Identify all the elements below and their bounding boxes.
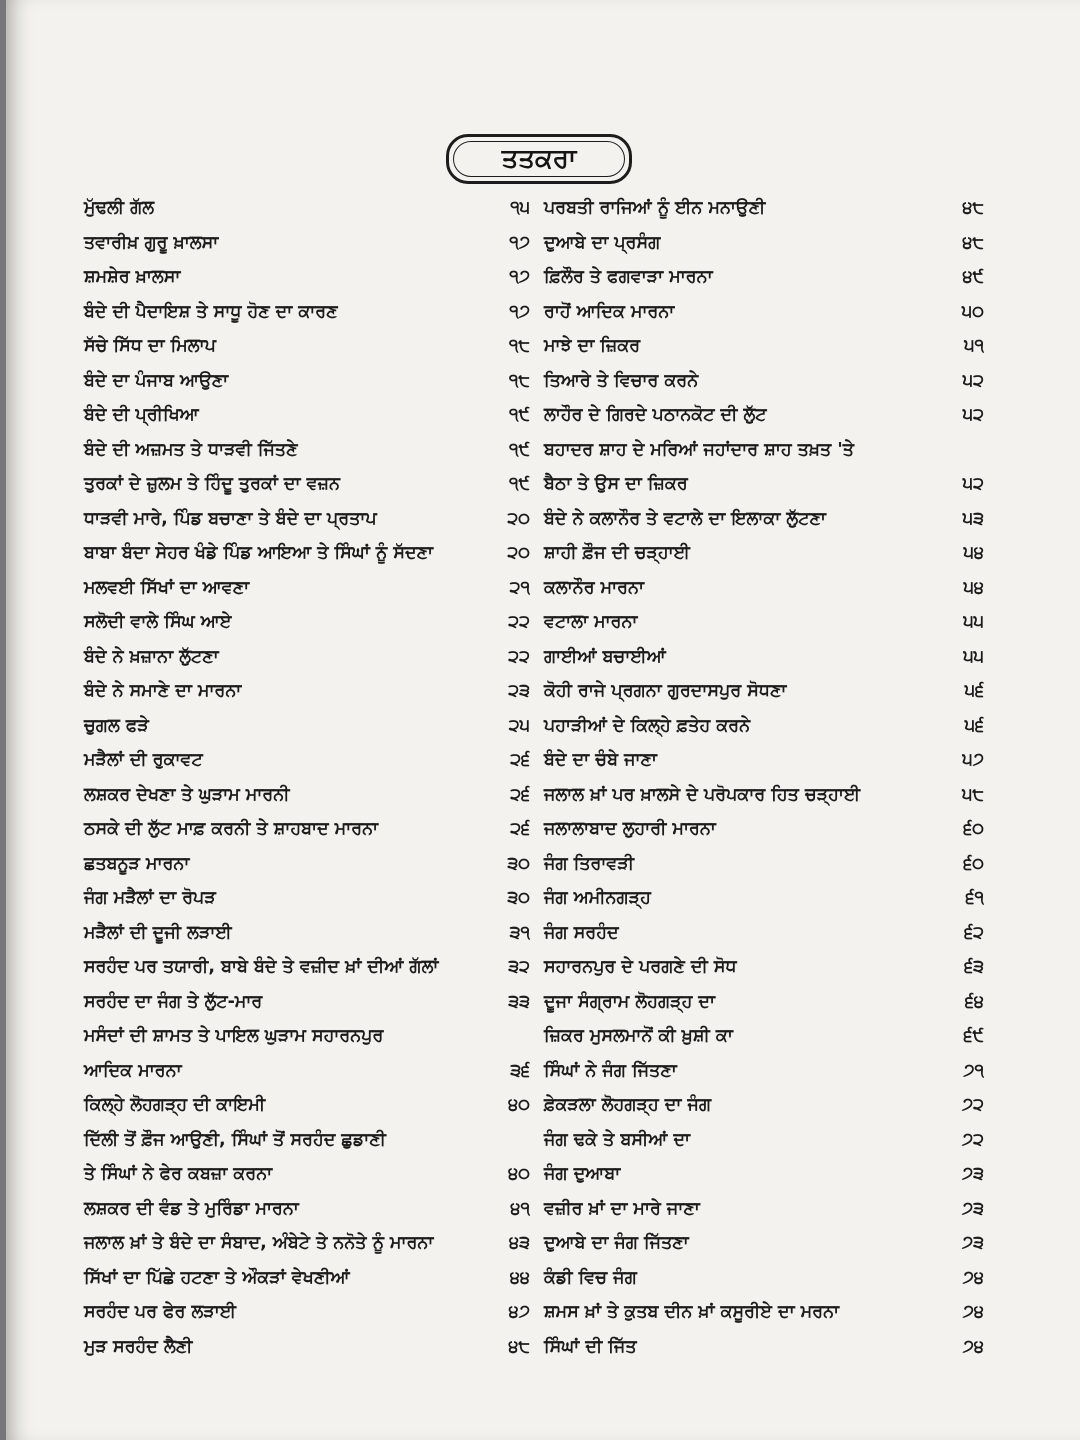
toc-entry [544,779,984,814]
toc-entry-title: ਲਸ਼ਕਰ ਦੀ ਵੰਡ ਤੇ ਮੁਰਿੰਡਾ ਮਾਰਨਾ [84,1198,299,1219]
toc-entry [84,1089,530,1124]
toc-entry [84,813,530,848]
toc-entry-page: ੭੩ [961,1233,984,1253]
toc-entry-page: ੭੩ [961,1164,984,1184]
toc-entry-title: ਤਵਾਰੀਖ਼ ਗੁਰੂ ਖ਼ਾਲਸਾ [84,232,219,253]
toc-entry [84,1158,530,1193]
toc-entry [544,261,984,296]
book-page [6,0,1080,1440]
toc-entry-title: ਬਹਾਦਰ ਸ਼ਾਹ ਦੇ ਮਰਿਆਂ ਜਹਾਂਦਾਰ ਸ਼ਾਹ ਤਖ਼ਤ 'ਤੇ [544,439,854,460]
toc-entry-title: ਸ਼ਾਹੀ ਫ਼ੌਜ ਦੀ ਚੜ੍ਹਾਈ [544,543,690,563]
toc-entry-page: ੪੪ [509,1267,530,1288]
toc-entry-title: ਜਲਾਲਾਬਾਦ ਲੁਹਾਰੀ ਮਾਰਨਾ [544,819,716,839]
toc-entry-page: ੬੦ [963,853,984,874]
toc-left-column [84,192,530,1365]
toc-entry-title: ਬੰਦੇ ਦਾ ਚੰਬੇ ਜਾਣਾ [544,750,657,770]
toc-entry [84,744,530,779]
toc-entry [544,227,984,262]
toc-entry-page: ੪੧ [510,1198,530,1219]
toc-entry-page: ੭੪ [962,1336,984,1357]
toc-entry-title: ਤੇ ਸਿੰਘਾਂ ਨੇ ਫੇਰ ਕਬਜ਼ਾ ਕਰਨਾ [84,1164,273,1184]
toc-entry-title: ਜੰਗ ਸਰਹੰਦ [544,922,619,943]
toc-entry [84,1055,530,1090]
toc-entry-title: ਮੜੈਲਾਂ ਦੀ ਦੂਜੀ ਲੜਾਈ [84,922,232,943]
toc-entry-page: ੧੯ [509,439,530,460]
toc-entry-page: ੬੨ [964,922,984,943]
toc-entry-page: ੨੨ [508,612,530,632]
toc-entry-title: ਸਿੰਘਾਂ ਨੇ ਜੰਗ ਜਿੱਤਣਾ [544,1060,677,1081]
page-title: ਤਤਕਰਾ [501,143,577,174]
toc-entry [84,882,530,917]
toc-entry [544,917,984,952]
toc-entry-title: ਲਸ਼ਕਰ ਦੇਖਣਾ ਤੇ ਘੁੜਾਮ ਮਾਰਨੀ [84,784,290,805]
toc-entry-page: ੪੩ [509,1233,530,1253]
toc-entry-title: ਚੁਗਲ ਫੜੇ [84,715,149,736]
toc-entry [84,1124,530,1159]
toc-entry [84,1020,530,1055]
toc-entry [84,917,530,952]
toc-entry [84,986,530,1021]
toc-entry [84,779,530,814]
toc-entry [84,951,530,986]
toc-entry-title: ਕੰਡੀ ਵਿਚ ਜੰਗ [544,1267,637,1288]
toc-entry [84,227,530,262]
toc-entry-title: ਜੰਗ ਦੁਆਬਾ [544,1164,621,1184]
toc-entry-page: ੫੬ [964,681,984,701]
toc-entry [84,848,530,883]
toc-entry [544,1331,984,1366]
toc-entry-title: ਦੂਜਾ ਸੰਗ੍ਰਾਮ ਲੋਹਗੜ੍ਹ ਦਾ [544,991,716,1012]
toc-entry-page: ੨੦ [507,508,530,529]
toc-entry [544,882,984,917]
toc-entry [84,503,530,538]
toc-entry-page: ੭੪ [962,1302,984,1322]
toc-entry-page: ੨੧ [509,577,530,598]
toc-entry-title: ਧਾੜਵੀ ਮਾਰੇ, ਪਿੰਡ ਬਚਾਣਾ ਤੇ ਬੰਦੇ ਦਾ ਪ੍ਰਤਾਪ [84,508,377,529]
toc-entry-page: ੪੮ [962,198,984,218]
toc-entry-page: ੪੯ [962,267,984,287]
toc-entry-title: ਵਟਾਲਾ ਮਾਰਨਾ [544,612,638,632]
toc-entry [544,1158,984,1193]
toc-entry-title: ਪਹਾੜੀਆਂ ਦੇ ਕਿਲ੍ਹੇ ਫ਼ਤੇਹ ਕਰਨੇ [544,715,751,736]
toc-entry [84,675,530,710]
toc-entry-page: ੭੧ [963,1060,984,1081]
toc-entry [544,399,984,434]
toc-entry [84,192,530,227]
toc-entry [84,296,530,331]
toc-entry-page: ੫੭ [962,750,984,770]
toc-entry [544,1055,984,1090]
toc-entry-page: ੧੮ [508,370,530,391]
toc-entry-title: ਬਾਬਾ ਬੰਦਾ ਸੇਹਰ ਖੰਡੇ ਪਿੰਡ ਆਇਆ ਤੇ ਸਿੰਘਾਂ ਨੂੰ ਸੱਦਣਾ [84,543,433,563]
toc-entry [544,1296,984,1331]
toc-entry [84,468,530,503]
toc-entry-page: ੩੦ [507,853,530,874]
toc-entry-page: ੧੯ [509,405,530,425]
toc-entry-page: ੧੫ [510,198,530,218]
toc-entry-page: ੫੪ [963,543,984,563]
toc-entry-page: ੬੯ [963,1026,984,1046]
toc-entry [544,503,984,538]
toc-entry-title: ਤਿਆਰੇ ਤੇ ਵਿਚਾਰ ਕਰਨੇ [544,370,699,391]
toc-entry-title: ਸਿੰਘਾਂ ਦੀ ਜਿੱਤ [544,1336,637,1357]
toc-entry [84,1331,530,1366]
toc-entry-page: ੬੩ [964,957,984,977]
toc-entry [84,537,530,572]
toc-entry-page: ੩੩ [508,991,530,1012]
toc-entry-title: ਸਹਾਰਨਪੁਰ ਦੇ ਪਰਗਣੇ ਦੀ ਸੋਧ [544,957,737,977]
toc-entry [544,641,984,676]
toc-entry-page: ੭੨ [961,1095,984,1115]
toc-entry-page: ੫੨ [962,474,984,494]
toc-entry-title: ਫ਼ੇਕੜਲਾ ਲੋਹਗੜ੍ਹ ਦਾ ਜੰਗ [544,1095,712,1115]
toc-entry-page: ੩੬ [510,1060,530,1081]
toc-entry-title: ਸਰਹੰਦ ਪਰ ਫੇਰ ਲੜਾਈ [84,1302,237,1322]
toc-entry-title: ਕਲਾਨੌਰ ਮਾਰਨਾ [544,577,644,598]
toc-entry-title: ਬੰਦੇ ਨੇ ਖ਼ਜ਼ਾਨਾ ਲੁੱਟਣਾ [84,646,219,667]
toc-entry-title: ਮਲਵਈ ਸਿੱਖਾਂ ਦਾ ਆਵਣਾ [84,577,250,598]
toc-entry-title: ਲਾਹੌਰ ਦੇ ਗਿਰਦੇ ਪਠਾਨਕੋਟ ਦੀ ਲੁੱਟ [544,405,767,425]
toc-entry-title: ਆਦਿਕ ਮਾਰਨਾ [84,1060,182,1081]
toc-entry-page: ੧੭ [509,232,530,253]
toc-entry-page: ੬੪ [965,991,984,1012]
toc-entry-title: ਜੰਗ ਮੜੈਲਾਂ ਦਾ ਰੋਪੜ [84,888,216,908]
toc-entry [544,1227,984,1262]
title-frame [446,134,632,184]
toc-entry-title: ਸਰਹੰਦ ਪਰ ਤਯਾਰੀ, ਬਾਬੇ ਬੰਦੇ ਤੇ ਵਜ਼ੀਦ ਖ਼ਾਂ ਦੀਆਂ ਗੱਲਾਂ [84,957,439,977]
toc-entry-title: ਤੁਰਕਾਂ ਦੇ ਜ਼ੁਲਮ ਤੇ ਹਿੰਦੂ ਤੁਰਕਾਂ ਦਾ ਵਜ਼ਨ [84,474,340,494]
toc-entry [544,813,984,848]
toc-entry-title: ਸਲੋਦੀ ਵਾਲੇ ਸਿੰਘ ਆਏ [84,612,232,632]
toc-entry-title: ਦੁਆਬੇ ਦਾ ਜੰਗ ਜਿੱਤਣਾ [544,1233,689,1253]
toc-entry-title: ਦਿੱਲੀ ਤੋਂ ਫ਼ੌਜ ਆਉਣੀ, ਸਿੰਘਾਂ ਤੋਂ ਸਰਹੰਦ ਛੁਡਾਣੀ [84,1129,386,1150]
toc-entry-page: ੬੦ [963,819,984,839]
toc-entry [84,606,530,641]
toc-entry-page: ੪੮ [508,1336,530,1357]
toc-entry [84,641,530,676]
toc-entry-title: ਰਾਹੋਂ ਆਦਿਕ ਮਾਰਨਾ [544,301,675,322]
toc-entry-title: ਬੰਦੇ ਨੇ ਸਮਾਣੇ ਦਾ ਮਾਰਨਾ [84,681,242,701]
toc-entry-title: ਸਰਹੰਦ ਦਾ ਜੰਗ ਤੇ ਲੁੱਟ-ਮਾਰ [84,991,263,1012]
toc-entry-title: ਜਲਾਲ ਖ਼ਾਂ ਤੇ ਬੰਦੇ ਦਾ ਸੰਬਾਦ, ਅੰਬੇਟੇ ਤੇ ਨਨੋਤੇ ਨੂੰ ਮਾਰਨਾ [84,1233,434,1253]
toc-entry-page: ੫੨ [962,370,984,391]
toc-entry-title: ਜਲਾਲ ਖ਼ਾਂ ਪਰ ਖ਼ਾਲਸੇ ਦੇ ਪਰੋਪਕਾਰ ਹਿਤ ਚੜ੍ਹਾਈ [544,784,861,805]
toc-entry-page: ੫੧ [964,336,984,356]
toc-entry-page: ੧੭ [509,301,530,322]
toc-entry-title: ਜੰਗ ਅਮੀਨਗੜ੍ਹ [544,888,651,908]
toc-entry-page: ੩੧ [509,922,530,943]
toc-entry [84,399,530,434]
toc-entry-title: ਵਜ਼ੀਰ ਖ਼ਾਂ ਦਾ ਮਾਰੇ ਜਾਣਾ [544,1198,700,1219]
toc-entry [544,1124,984,1159]
toc-entry [544,1089,984,1124]
toc-entry [84,1193,530,1228]
toc-entry-title: ਬੰਦੇ ਨੇ ਕਲਾਨੌਰ ਤੇ ਵਟਾਲੇ ਦਾ ਇਲਾਕਾ ਲੁੱਟਣਾ [544,508,826,529]
toc-entry [544,1193,984,1228]
toc-entry-title: ਮੁੱਢਲੀ ਗੱਲ [84,198,155,218]
toc-entry [544,1020,984,1055]
toc-entry-page: ੫੮ [962,784,984,805]
toc-entry [84,1296,530,1331]
toc-entry-page: ੫੩ [962,508,984,529]
toc-entry-page: ੧੮ [508,336,530,356]
toc-entry-page: ੪੭ [508,1302,530,1322]
toc-entry [544,675,984,710]
toc-entry [544,434,984,469]
toc-entry [84,572,530,607]
toc-entry-page: ੭੪ [962,1267,984,1288]
toc-entry [544,744,984,779]
toc-entry [544,468,984,503]
toc-entry-page: ੫੪ [963,577,984,598]
toc-entry-title: ਜੰਗ ਢਕੇ ਤੇ ਬਸੀਆਂ ਦਾ [544,1129,691,1150]
toc-entry-page: ੨੫ [508,715,530,736]
toc-entry [84,434,530,469]
toc-entry-page: ੭੩ [961,1198,984,1219]
toc-entry [544,1262,984,1297]
toc-entry-title: ਬੰਦੇ ਦੀ ਪੈਦਾਇਸ਼ ਤੇ ਸਾਧੂ ਹੋਣ ਦਾ ਕਾਰਣ [84,301,338,322]
toc-entry-page: ੫੦ [961,301,984,322]
toc-entry-title: ਸਿੱਖਾਂ ਦਾ ਪਿੱਛੇ ਹਟਣਾ ਤੇ ਔਕੜਾਂ ਵੇਖਣੀਆਂ [84,1267,350,1288]
toc-entry-title: ਬੈਠਾ ਤੇ ਉਸ ਦਾ ਜ਼ਿਕਰ [544,474,688,494]
toc-entry-title: ਸ਼ਮਸ ਖ਼ਾਂ ਤੇ ਕੁਤਬ ਦੀਨ ਖ਼ਾਂ ਕਸੂਰੀਏ ਦਾ ਮਰਨਾ [544,1302,840,1322]
toc-right-column [544,192,984,1365]
toc-entry-page: ੫੨ [962,405,984,425]
toc-entry [544,330,984,365]
toc-entry [84,1262,530,1297]
toc-entry [544,192,984,227]
toc-entry-page: ੧੭ [509,267,530,287]
toc-entry-page: ੩੦ [507,888,530,908]
toc-entry-page: ੨੨ [508,646,530,667]
toc-entry [544,986,984,1021]
toc-entry [544,710,984,745]
toc-entry-title: ਫ਼ਿਲੌਰ ਤੇ ਫਗਵਾੜਾ ਮਾਰਨਾ [544,267,713,287]
toc-entry-title: ਬੰਦੇ ਦੀ ਪ੍ਰੀਖਿਆ [84,405,199,425]
toc-entry [544,365,984,400]
toc-entry [84,261,530,296]
toc-entry [544,537,984,572]
toc-entry-page: ੫੫ [963,612,984,632]
toc-entry-page: ੫੫ [963,646,984,667]
toc-entry-page: ੨੬ [510,750,530,770]
toc-entry-title: ਮੁੜ ਸਰਹੰਦ ਲੈਣੀ [84,1336,193,1357]
toc-entry [544,296,984,331]
toc-entry-page: ੨੬ [510,819,530,839]
toc-entry-page: ੭੨ [961,1129,984,1150]
toc-entry-title: ਬੰਦੇ ਦੀ ਅਜ਼ਮਤ ਤੇ ਧਾੜਵੀ ਜਿੱਤਣੇ [84,439,298,460]
toc-entry-title: ਕੋਹੀ ਰਾਜੇ ਪ੍ਰਗਨਾ ਗੁਰਦਾਸਪੁਰ ਸੋਧਣਾ [544,681,787,701]
toc-entry-title: ਛਤਬਨੂੜ ਮਾਰਨਾ [84,853,190,874]
toc-entry-title: ਬੰਦੇ ਦਾ ਪੰਜਾਬ ਆਉਣਾ [84,370,229,391]
toc-entry-page: ੧੯ [509,474,530,494]
toc-entry-page: ੨੬ [510,784,530,805]
toc-entry [544,848,984,883]
toc-entry-title: ਸੱਚੇ ਸਿੱਧ ਦਾ ਮਿਲਾਪ [84,336,216,356]
toc-entry-title: ਜ਼ਿਕਰ ਮੁਸਲਮਾਨੋਂ ਕੀ ਖ਼ੁਸ਼ੀ ਕਾ [544,1026,733,1046]
toc-entry [544,606,984,641]
toc-entry-page: ੬੧ [965,888,984,908]
toc-entry [84,365,530,400]
toc-entry-page: ੨੩ [508,681,530,701]
toc-entry-page: ੩੨ [508,957,530,977]
toc-entry-title: ਠਸਕੇ ਦੀ ਲੁੱਟ ਮਾਫ਼ ਕਰਨੀ ਤੇ ਸ਼ਾਹਬਾਦ ਮਾਰਨਾ [84,819,379,839]
toc-entry [544,572,984,607]
toc-entry-title: ਦੁਆਬੇ ਦਾ ਪ੍ਰਸੰਗ [544,232,661,253]
toc-entry-title: ਸ਼ਮਸ਼ੇਰ ਖ਼ਾਲਸਾ [84,267,181,287]
toc-entry-title: ਮੜੈਲਾਂ ਦੀ ਰੁਕਾਵਟ [84,750,203,770]
toc-entry-title: ਪਰਬਤੀ ਰਾਜਿਆਂ ਨੂੰ ਈਨ ਮਨਾਉਣੀ [544,198,766,218]
toc-entry [84,330,530,365]
toc-entry [84,710,530,745]
toc-entry-page: ੫੬ [964,715,984,736]
toc-entry-title: ਕਿਲ੍ਹੇ ਲੋਹਗੜ੍ਹ ਦੀ ਕਾਇਮੀ [84,1095,266,1115]
toc-entry-title: ਮਸੰਦਾਂ ਦੀ ਸ਼ਾਮਤ ਤੇ ਪਾਇਲ ਘੁੜਾਮ ਸਹਾਰਨਪੁਰ [84,1026,384,1046]
toc-entry-title: ਮਾਝੇ ਦਾ ਜ਼ਿਕਰ [544,336,641,356]
toc-entry-title: ਗਾਈਆਂ ਬਚਾਈਆਂ [544,646,666,667]
toc-entry-page: ੪੮ [962,232,984,253]
toc-entry [84,1227,530,1262]
toc-entry-title: ਜੰਗ ਤਿਰਾਵੜੀ [544,853,635,874]
toc-entry-page: ੪੦ [508,1164,530,1184]
toc-entry [544,951,984,986]
toc-entry-page: ੨੦ [507,543,530,563]
toc-entry-page: ੪੦ [508,1095,530,1115]
